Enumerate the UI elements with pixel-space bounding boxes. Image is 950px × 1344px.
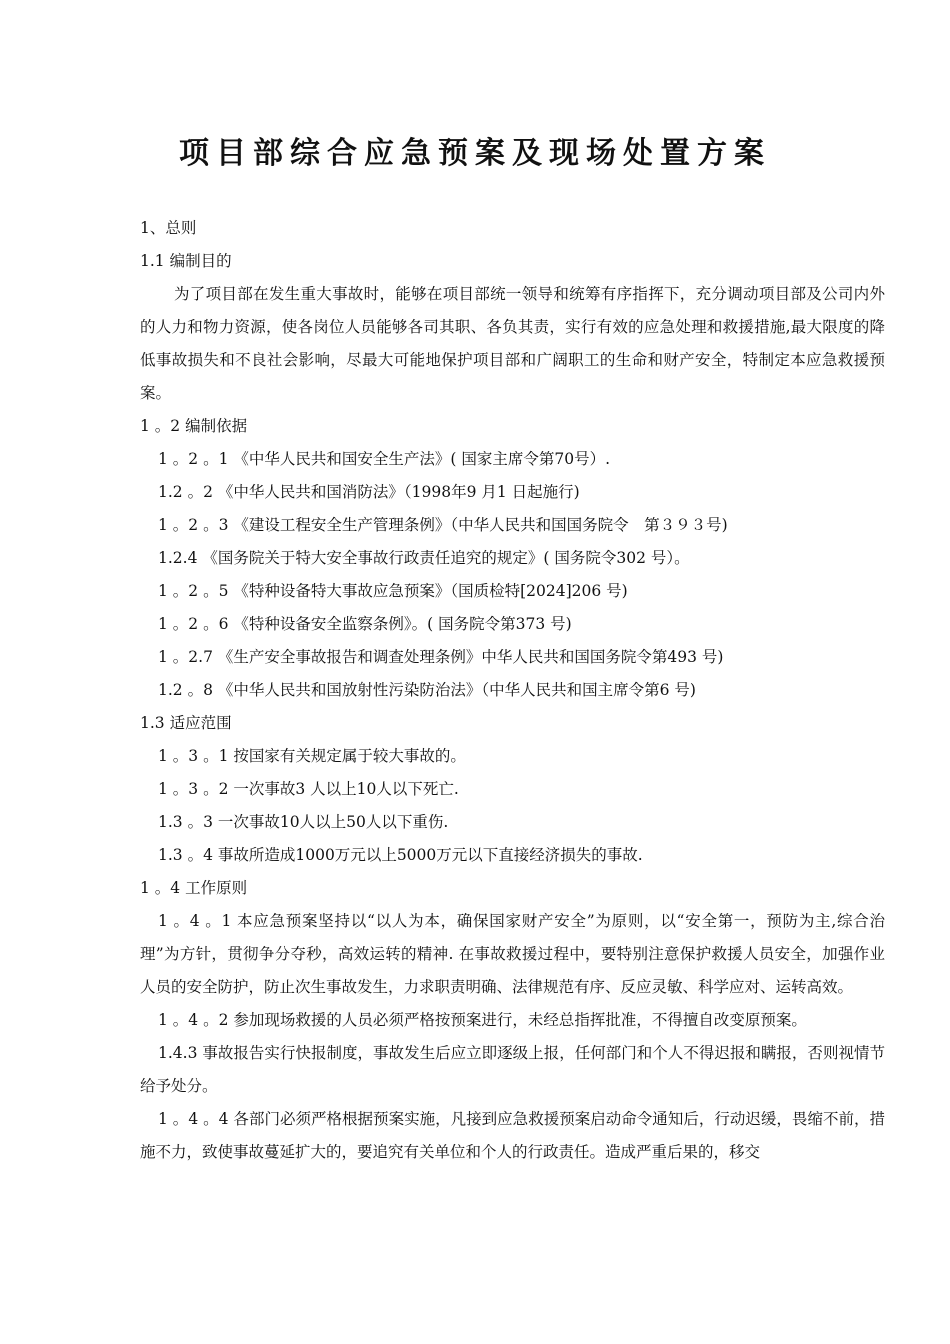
paragraph: 1 。4 。4 各部门必须严格根据预案实施，凡接到应急救援预案启动命令通知后，行动迟缓，畏缩不前，措施不力，致使事故蔓延扩大的，要追究有关单位和个人的行政责任。造成严重后果的，移交 [140,1110,885,1161]
list-item: 1.3 。4 事故所造成1000万元以上5000万元以下直接经济损失的事故. [158,846,643,864]
list-item: 1.2 。8 《中华人民共和国放射性污染防治法》（中华人民共和国主席令第6 号) [158,681,696,699]
list-item: 1.3 。3 一次事故10人以上50人以下重伤. [158,813,449,831]
document-body [140,212,885,1169]
section-heading: 1、总则 [140,219,197,237]
subsection-heading: 1.3 适应范围 [140,714,232,732]
list-item: 1 。3 。1 按国家有关规定属于较大事故的。 [158,747,466,765]
paragraph: 1 。4 。2 参加现场救援的人员必须严格按预案进行，未经总指挥批准，不得擅自改变原预案。 [158,1011,807,1029]
list-item: 1 。2 。3 《建设工程安全生产管理条例》（中华人民共和国国务院令 第３９３号) [158,516,728,534]
list-item: 1 。2 。6 《特种设备安全监察条例》。( 国务院令第373 号) [158,615,572,633]
paragraph: 1.4.3 事故报告实行快报制度，事故发生后应立即逐级上报，任何部门和个人不得迟报和瞒报，否则视情节给予处分。 [140,1044,885,1095]
list-item: 1.2.4 《国务院关于特大安全事故行政责任追究的规定》( 国务院令302 号）。 [158,549,690,567]
list-item: 1 。2.7 《生产安全事故报告和调查处理条例》中华人民共和国国务院令第493 号) [158,648,724,666]
paragraph: 1 。4 。1 本应急预案坚持以“以人为本，确保国家财产安全”为原则，以“安全第一，预防为主,综合治理”为方针，贯彻争分夺秒，高效运转的精神. 在事故救援过程中，要特别注意保护救援人员安全，加强作业人员的安全防护，防止次生事故发生，力求职责明确、法律规范有序、反应灵敏、科学应对、运转高效。 [140,912,885,996]
document-title: 项目部综合应急预案及现场处置方案 [179,136,771,171]
subsection-heading: 1 。2 编制依据 [140,417,248,435]
subsection-heading: 1.1 编制目的 [140,252,232,270]
list-item: 1 。2 。1 《中华人民共和国安全生产法》( 国家主席令第70号）. [158,450,610,468]
list-item: 1 。2 。5 《特种设备特大事故应急预案》（国质检特[2024]206 号) [158,582,628,600]
list-item: 1.2 。2 《中华人民共和国消防法》（1998年9 月1 日起施行) [158,483,580,501]
subsection-heading: 1 。4 工作原则 [140,879,248,897]
list-item: 1 。3 。2 一次事故3 人以上10人以下死亡. [158,780,459,798]
paragraph: 为了项目部在发生重大事故时，能够在项目部统一领导和统筹有序指挥下，充分调动项目部及公司内外的人力和物力资源，使各岗位人员能够各司其职、各负其责，实行有效的应急处理和救援措施,最大限度的降低事故损失和不良社会影响，尽最大可能地保护项目部和广阔职工的生命和财产安全，特制定本应急救援预案。 [140,285,885,402]
